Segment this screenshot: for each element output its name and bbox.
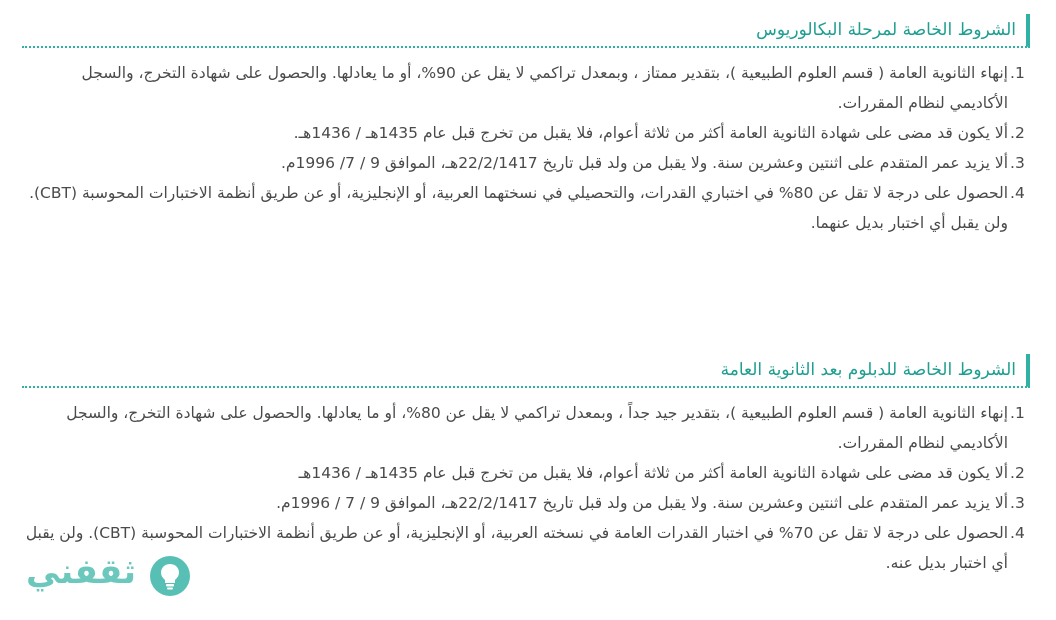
list-item <box>22 458 1030 488</box>
list-item <box>22 398 1030 458</box>
item-text: ألا يزيد عمر المتقدم على اثنتين وعشرين سنة. ولا يقبل من ولد قبل تاريخ 22/2/1417هـ، الموافق 9 / 7/ 1996م. <box>281 154 1008 172</box>
diploma-conditions-section <box>22 354 1030 578</box>
item-number: 3. <box>1010 154 1025 172</box>
item-text: ألا يكون قد مضى على شهادة الثانوية العامة أكثر من ثلاثة أعوام، فلا يقبل من تخرج قبل عام 1435هـ / 1436هـ. <box>293 124 1008 142</box>
item-text: ألا يكون قد مضى على شهادة الثانوية العامة أكثر من ثلاثة أعوام، فلا يقبل من تخرج قبل عام 1435هـ / 1436هـ <box>298 464 1008 482</box>
item-number: 4. <box>1010 524 1025 542</box>
item-text: إنهاء الثانوية العامة ( قسم العلوم الطبيعية )، بتقدير ممتاز ، وبمعدل تراكمي لا يقل عن 90%، أو ما يعادلها. والحصول على شهادة التخرج، والسجل الأكاديمي لنظام المقررات. <box>81 64 1008 112</box>
section-header <box>22 14 1030 48</box>
item-number: 2. <box>1010 464 1025 482</box>
section-title: الشروط الخاصة لمرحلة البكالوريوس <box>756 20 1016 40</box>
item-text: الحصول على درجة لا تقل عن 80% في اختباري القدرات، والتحصيلي في نسختهما العربية، أو الإنجليزية، أو عن طريق أنظمة الاختبارات المحوسبة (CBT). ولن يقبل أي اختبار بديل عنهما. <box>29 184 1008 232</box>
conditions-list <box>22 398 1030 578</box>
list-item <box>22 58 1030 118</box>
item-text: إنهاء الثانوية العامة ( قسم العلوم الطبيعية )، بتقدير جيد جداً ، وبمعدل تراكمي لا يقل عن 80%، أو ما يعادلها. والحصول على شهادة التخرج، والسجل الأكاديمي لنظام المقررات. <box>66 404 1008 452</box>
item-number: 3. <box>1010 494 1025 512</box>
list-item <box>22 488 1030 518</box>
list-item <box>22 518 1030 578</box>
item-number: 1. <box>1010 64 1025 82</box>
conditions-list <box>22 58 1030 238</box>
item-number: 2. <box>1010 124 1025 142</box>
item-text: الحصول على درجة لا تقل عن 70% في اختبار القدرات العامة في نسخته العربية، أو الإنجليزية، أو عن طريق أنظمة الاختبارات المحوسبة (CBT). ولن يقبل أي اختبار بديل عنه. <box>25 524 1008 572</box>
section-title: الشروط الخاصة للدبلوم بعد الثانوية العامة <box>720 360 1016 380</box>
list-item <box>22 118 1030 148</box>
list-item <box>22 178 1030 238</box>
watermark-logo-text: ثقفني <box>26 552 136 592</box>
section-header <box>22 354 1030 388</box>
item-text: ألا يزيد عمر المتقدم على اثنتين وعشرين سنة. ولا يقبل من ولد قبل تاريخ 22/2/1417هـ، الموافق 9 / 7 / 1996م. <box>276 494 1008 512</box>
item-number: 1. <box>1010 404 1025 422</box>
bachelor-conditions-section <box>22 14 1030 238</box>
list-item <box>22 148 1030 178</box>
item-number: 4. <box>1010 184 1025 202</box>
